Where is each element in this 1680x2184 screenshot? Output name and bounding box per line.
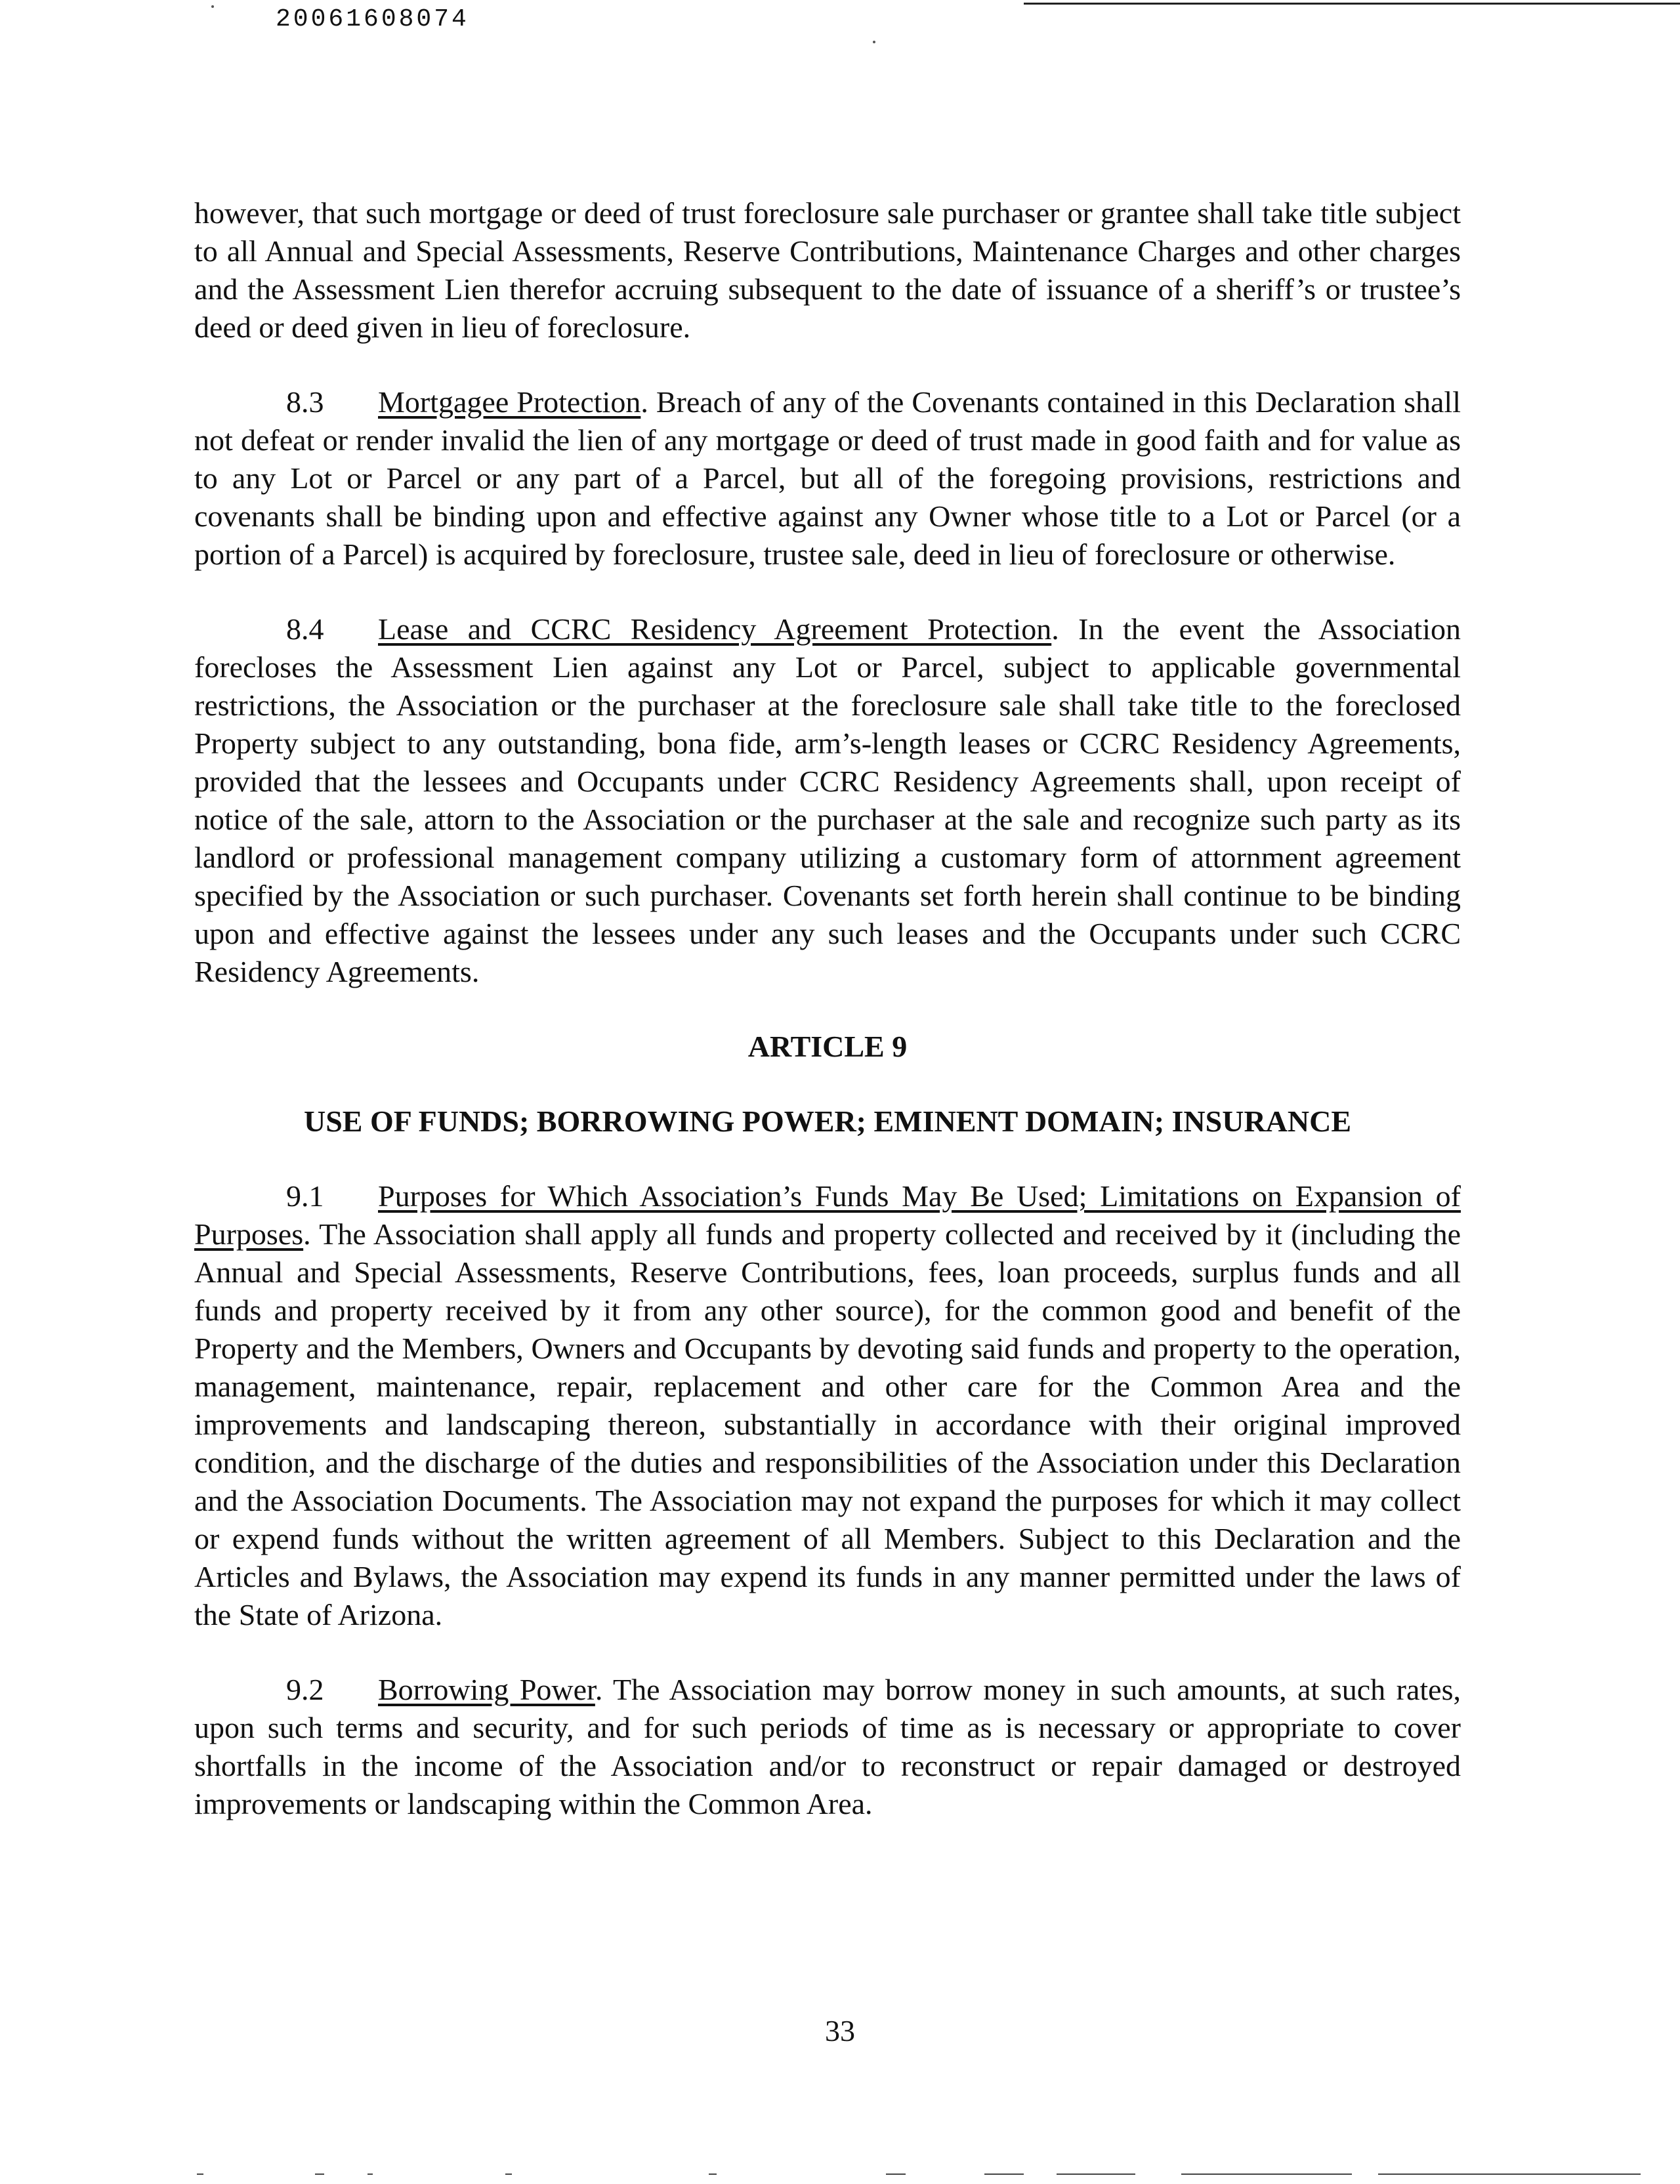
section-number: 8.4: [286, 612, 324, 646]
section-text: . Breach of any of the Covenants contained in this Declaration shall not defeat or render invalid the lien of any mortgage or deed of trust made in good faith and for value as to any Lot or Parcel or any part of a Parcel, but all of the foregoing provisions, restrictions and covenants shall be binding upon and effective against any Owner whose title to a Lot or Parcel (or a portion of a Parcel) is acquired by foreclosure, trustee sale, deed in lieu of foreclosure or otherwise.: [194, 385, 1461, 571]
section-number: 8.3: [286, 385, 324, 419]
section-title: Borrowing Power: [378, 1673, 595, 1706]
paragraph-gap: [194, 1066, 1461, 1102]
paragraph-gap: [194, 991, 1461, 1028]
section-title: Purposes for Which Association’s Funds May Be Used; Limitations on Expansion of Purposes: [194, 1179, 1461, 1251]
page-number: 33: [825, 2014, 855, 2048]
section-9-2: [194, 1671, 1461, 1823]
scan-edge-noise: [197, 2174, 1680, 2177]
top-rule: [1024, 3, 1680, 5]
paragraph-continuation: however, that such mortgage or deed of trust foreclosure sale purchaser or grantee shall take title subject to all Annual and Special Assessments, Reserve Contributions, Maintenance Charges and other charges and the Assessment Lien therefor accruing subsequent to the date of issuance of a sheriff’s or trustee’s deed or deed given in lieu of foreclosure.: [194, 196, 1461, 344]
section-title: Lease and CCRC Residency Agreement Protection: [378, 612, 1052, 646]
scan-speck: [873, 41, 875, 43]
paragraph-gap: [194, 1634, 1461, 1671]
article-title: USE OF FUNDS; BORROWING POWER; EMINENT DOMAIN; INSURANCE: [303, 1104, 1352, 1138]
section-title: Mortgagee Protection: [378, 385, 641, 419]
section-number: 9.1: [286, 1179, 324, 1213]
section-number: 9.2: [286, 1673, 324, 1706]
paragraph-gap: [194, 346, 1461, 383]
paragraph-gap: [194, 1141, 1461, 1177]
section-text: . In the event the Association forecloses the Assessment Lien against any Lot or Parcel, subject to applicable governmental restrictions, the Association or the purchaser at the foreclosure sale shall take title to the foreclosed Property subject to any outstanding, bona fide, arm’s-length leases or CCRC Residency Agreements, provided that the lessees and Occupants under CCRC Residency Agreements shall, upon receipt of notice of the sale, attorn to the Association or the purchaser at the sale and recognize such party as its landlord or professional management company utilizing a customary form of attornment agreement specified by the Association or such purchaser. Covenants set forth herein shall continue to be binding upon and effective against the lessees under any such leases and the Occupants under such CCRC Residency Agreements.: [194, 612, 1461, 988]
section-text: . The Association may borrow money in such amounts, at such rates, upon such terms and security, and for such periods of time as is necessary or appropriate to cover shortfalls in the income of the Association and/or to reconstruct or repair damaged or destroyed improvements or landscaping within the Common Area.: [194, 1673, 1461, 1820]
article-heading: ARTICLE 9: [747, 1030, 908, 1063]
scan-speck: [211, 5, 214, 8]
paragraph-gap: [194, 574, 1461, 610]
section-text: . The Association shall apply all funds and property collected and received by it (including the Annual and Special Assessments, Reserve Contributions, fees, loan proceeds, surplus funds and all funds and property received by it from any other source), for the common good and benefit of the Property and the Members, Owners and Occupants by devoting said funds and property to the operation, management, maintenance, repair, replacement and other care for the Common Area and the improvements and landscaping thereon, substantially in accordance with their original improved condition, and the discharge of the duties and responsibilities of the Association under this Declaration and the Association Documents. The Association may not expand the purposes for which it may collect or expend funds without the written agreement of all Members. Subject to this Declaration and the Articles and Bylaws, the Association may expend its funds in any manner permitted under the laws of the State of Arizona.: [194, 1217, 1461, 1631]
section-8-4: [194, 610, 1461, 991]
section-8-3: [194, 383, 1461, 574]
section-9-1: [194, 1177, 1461, 1634]
document-body: [194, 194, 1461, 1823]
recording-number: 20061608074: [276, 5, 469, 33]
